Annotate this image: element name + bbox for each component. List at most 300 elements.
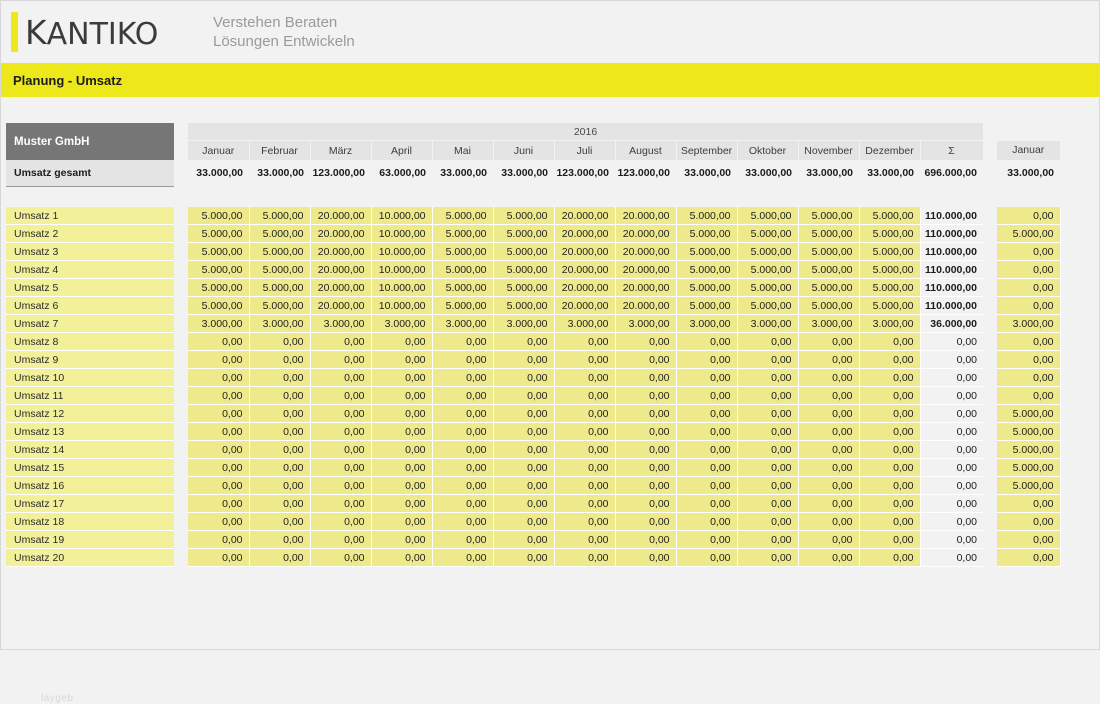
total-cell[interactable]: 123.000,00	[554, 160, 615, 187]
total-cell[interactable]: 33.000,00	[859, 160, 920, 187]
data-cell[interactable]: 5.000,00	[798, 279, 859, 297]
data-cell[interactable]: 0,00	[249, 405, 310, 423]
data-cell[interactable]: 0,00	[615, 405, 676, 423]
data-cell[interactable]: 3.000,00	[371, 315, 432, 333]
data-cell[interactable]: 0,00	[554, 405, 615, 423]
data-cell[interactable]: 0,00	[310, 333, 371, 351]
data-cell[interactable]: 0,00	[615, 531, 676, 549]
data-cell[interactable]: 0,00	[737, 405, 798, 423]
data-cell[interactable]: 5.000,00	[737, 279, 798, 297]
data-cell[interactable]: 5.000,00	[798, 243, 859, 261]
data-cell[interactable]: 5.000,00	[493, 261, 554, 279]
data-cell[interactable]: 0,00	[432, 513, 493, 531]
data-cell[interactable]: 0,00	[493, 351, 554, 369]
data-cell[interactable]: 5.000,00	[188, 207, 249, 225]
data-cell[interactable]: 0,00	[554, 531, 615, 549]
data-cell[interactable]: 5.000,00	[859, 297, 920, 315]
data-cell[interactable]: 0,00	[554, 387, 615, 405]
data-cell[interactable]: 0,00	[188, 549, 249, 567]
data-cell[interactable]: 0,00	[859, 369, 920, 387]
data-cell[interactable]: 20.000,00	[310, 207, 371, 225]
data-cell[interactable]: 0,00	[188, 333, 249, 351]
data-cell[interactable]: 0,00	[432, 495, 493, 513]
data-cell[interactable]: 0,00	[798, 333, 859, 351]
data-cell[interactable]: 5.000,00	[493, 297, 554, 315]
data-cell[interactable]: 0,00	[798, 531, 859, 549]
data-cell[interactable]: 0,00	[371, 495, 432, 513]
data-cell[interactable]: 0,00	[188, 513, 249, 531]
data-cell[interactable]: 3.000,00	[615, 315, 676, 333]
data-cell[interactable]: 5.000,00	[859, 243, 920, 261]
data-cell[interactable]: 5.000,00	[432, 279, 493, 297]
next-year-cell[interactable]: 0,00	[997, 297, 1060, 315]
next-year-cell[interactable]: 0,00	[997, 351, 1060, 369]
next-year-cell[interactable]: 5.000,00	[997, 225, 1060, 243]
data-cell[interactable]: 5.000,00	[676, 261, 737, 279]
data-cell[interactable]: 5.000,00	[676, 279, 737, 297]
row-sum-cell[interactable]: 110.000,00	[920, 261, 983, 279]
column-header-month[interactable]: November	[798, 141, 859, 161]
data-cell[interactable]: 0,00	[371, 369, 432, 387]
data-cell[interactable]: 0,00	[493, 531, 554, 549]
data-cell[interactable]: 0,00	[615, 459, 676, 477]
next-year-cell[interactable]: 0,00	[997, 495, 1060, 513]
data-cell[interactable]: 5.000,00	[676, 243, 737, 261]
data-cell[interactable]: 0,00	[188, 531, 249, 549]
data-cell[interactable]: 0,00	[737, 333, 798, 351]
row-label[interactable]: Umsatz 4	[6, 261, 174, 279]
row-sum-cell[interactable]: 0,00	[920, 405, 983, 423]
data-cell[interactable]: 0,00	[737, 459, 798, 477]
row-label[interactable]: Umsatz 3	[6, 243, 174, 261]
next-year-cell[interactable]: 5.000,00	[997, 405, 1060, 423]
data-cell[interactable]: 20.000,00	[554, 261, 615, 279]
data-cell[interactable]: 0,00	[615, 513, 676, 531]
data-cell[interactable]: 5.000,00	[493, 279, 554, 297]
row-sum-cell[interactable]: 110.000,00	[920, 225, 983, 243]
data-cell[interactable]: 0,00	[249, 333, 310, 351]
row-label[interactable]: Umsatz 10	[6, 369, 174, 387]
data-cell[interactable]: 5.000,00	[432, 297, 493, 315]
column-header-sum[interactable]: Σ	[920, 141, 983, 161]
data-cell[interactable]: 0,00	[798, 369, 859, 387]
total-cell[interactable]: 33.000,00	[493, 160, 554, 187]
data-cell[interactable]: 0,00	[371, 513, 432, 531]
data-cell[interactable]: 0,00	[859, 549, 920, 567]
data-cell[interactable]: 3.000,00	[798, 315, 859, 333]
data-cell[interactable]: 5.000,00	[432, 207, 493, 225]
data-cell[interactable]: 5.000,00	[249, 243, 310, 261]
data-cell[interactable]: 0,00	[676, 477, 737, 495]
data-cell[interactable]: 0,00	[493, 369, 554, 387]
total-next-year-cell[interactable]: 33.000,00	[997, 160, 1060, 187]
data-cell[interactable]: 0,00	[188, 495, 249, 513]
data-cell[interactable]: 0,00	[310, 513, 371, 531]
data-cell[interactable]: 5.000,00	[249, 261, 310, 279]
data-cell[interactable]: 0,00	[859, 387, 920, 405]
data-cell[interactable]: 10.000,00	[371, 225, 432, 243]
data-cell[interactable]: 0,00	[432, 441, 493, 459]
row-label[interactable]: Umsatz 7	[6, 315, 174, 333]
data-cell[interactable]: 5.000,00	[249, 207, 310, 225]
row-label[interactable]: Umsatz 20	[6, 549, 174, 567]
data-cell[interactable]: 0,00	[859, 531, 920, 549]
data-cell[interactable]: 5.000,00	[859, 261, 920, 279]
data-cell[interactable]: 0,00	[188, 423, 249, 441]
data-cell[interactable]: 10.000,00	[371, 243, 432, 261]
data-cell[interactable]: 5.000,00	[737, 243, 798, 261]
column-header-month[interactable]: Mai	[432, 141, 493, 161]
data-cell[interactable]: 0,00	[249, 549, 310, 567]
data-cell[interactable]: 0,00	[737, 495, 798, 513]
row-sum-cell[interactable]: 0,00	[920, 477, 983, 495]
data-cell[interactable]: 3.000,00	[188, 315, 249, 333]
data-cell[interactable]: 0,00	[676, 351, 737, 369]
data-cell[interactable]: 20.000,00	[310, 261, 371, 279]
data-cell[interactable]: 0,00	[188, 459, 249, 477]
data-cell[interactable]: 0,00	[188, 405, 249, 423]
row-label[interactable]: Umsatz 8	[6, 333, 174, 351]
data-cell[interactable]: 0,00	[737, 387, 798, 405]
data-cell[interactable]: 0,00	[859, 423, 920, 441]
data-cell[interactable]: 20.000,00	[554, 297, 615, 315]
data-cell[interactable]: 0,00	[615, 351, 676, 369]
data-cell[interactable]: 0,00	[249, 441, 310, 459]
data-cell[interactable]: 0,00	[554, 459, 615, 477]
data-cell[interactable]: 0,00	[493, 477, 554, 495]
data-cell[interactable]: 0,00	[493, 333, 554, 351]
total-cell[interactable]: 33.000,00	[676, 160, 737, 187]
column-header-month[interactable]: Dezember	[859, 141, 920, 161]
data-cell[interactable]: 0,00	[676, 531, 737, 549]
data-cell[interactable]: 0,00	[676, 405, 737, 423]
total-cell[interactable]: 33.000,00	[432, 160, 493, 187]
data-cell[interactable]: 0,00	[371, 423, 432, 441]
data-cell[interactable]: 0,00	[859, 441, 920, 459]
data-cell[interactable]: 0,00	[798, 459, 859, 477]
data-cell[interactable]: 5.000,00	[188, 225, 249, 243]
data-cell[interactable]: 5.000,00	[493, 243, 554, 261]
data-cell[interactable]: 0,00	[371, 459, 432, 477]
data-cell[interactable]: 10.000,00	[371, 207, 432, 225]
data-cell[interactable]: 3.000,00	[554, 315, 615, 333]
data-cell[interactable]: 20.000,00	[310, 297, 371, 315]
data-cell[interactable]: 0,00	[554, 423, 615, 441]
next-year-cell[interactable]: 0,00	[997, 243, 1060, 261]
data-cell[interactable]: 0,00	[615, 423, 676, 441]
data-cell[interactable]: 0,00	[554, 549, 615, 567]
data-cell[interactable]: 0,00	[737, 369, 798, 387]
data-cell[interactable]: 0,00	[249, 477, 310, 495]
data-cell[interactable]: 0,00	[188, 369, 249, 387]
row-label[interactable]: Umsatz 9	[6, 351, 174, 369]
data-cell[interactable]: 20.000,00	[310, 279, 371, 297]
data-cell[interactable]: 20.000,00	[554, 243, 615, 261]
data-cell[interactable]: 0,00	[310, 405, 371, 423]
row-sum-cell[interactable]: 110.000,00	[920, 297, 983, 315]
row-sum-cell[interactable]: 110.000,00	[920, 207, 983, 225]
data-cell[interactable]: 0,00	[737, 549, 798, 567]
data-cell[interactable]: 0,00	[249, 513, 310, 531]
row-label[interactable]: Umsatz 2	[6, 225, 174, 243]
row-sum-cell[interactable]: 0,00	[920, 387, 983, 405]
data-cell[interactable]: 0,00	[188, 351, 249, 369]
next-year-cell[interactable]: 0,00	[997, 333, 1060, 351]
next-year-cell[interactable]: 0,00	[997, 387, 1060, 405]
data-cell[interactable]: 0,00	[615, 387, 676, 405]
data-cell[interactable]: 10.000,00	[371, 261, 432, 279]
data-cell[interactable]: 5.000,00	[798, 225, 859, 243]
data-cell[interactable]: 0,00	[676, 441, 737, 459]
next-year-cell[interactable]: 5.000,00	[997, 459, 1060, 477]
data-cell[interactable]: 0,00	[615, 369, 676, 387]
data-cell[interactable]: 0,00	[676, 459, 737, 477]
data-cell[interactable]: 5.000,00	[737, 225, 798, 243]
next-year-cell[interactable]: 0,00	[997, 549, 1060, 567]
data-cell[interactable]: 5.000,00	[249, 297, 310, 315]
data-cell[interactable]: 20.000,00	[554, 225, 615, 243]
data-cell[interactable]: 20.000,00	[310, 225, 371, 243]
data-cell[interactable]: 0,00	[371, 441, 432, 459]
data-cell[interactable]: 0,00	[371, 333, 432, 351]
data-cell[interactable]: 0,00	[249, 351, 310, 369]
data-cell[interactable]: 20.000,00	[554, 279, 615, 297]
data-cell[interactable]: 0,00	[432, 369, 493, 387]
data-cell[interactable]: 20.000,00	[554, 207, 615, 225]
data-cell[interactable]: 5.000,00	[493, 207, 554, 225]
row-label[interactable]: Umsatz 19	[6, 531, 174, 549]
next-year-cell[interactable]: 3.000,00	[997, 315, 1060, 333]
data-cell[interactable]: 3.000,00	[737, 315, 798, 333]
data-cell[interactable]: 5.000,00	[432, 243, 493, 261]
data-cell[interactable]: 0,00	[188, 387, 249, 405]
next-year-cell[interactable]: 0,00	[997, 513, 1060, 531]
row-label[interactable]: Umsatz 16	[6, 477, 174, 495]
data-cell[interactable]: 0,00	[493, 549, 554, 567]
data-cell[interactable]: 5.000,00	[676, 207, 737, 225]
data-cell[interactable]: 5.000,00	[432, 261, 493, 279]
data-cell[interactable]: 5.000,00	[737, 261, 798, 279]
data-cell[interactable]: 3.000,00	[432, 315, 493, 333]
data-cell[interactable]: 0,00	[615, 549, 676, 567]
row-sum-cell[interactable]: 0,00	[920, 549, 983, 567]
column-header-month[interactable]: September	[676, 141, 737, 161]
data-cell[interactable]: 0,00	[249, 531, 310, 549]
column-header-month[interactable]: April	[371, 141, 432, 161]
data-cell[interactable]: 5.000,00	[798, 261, 859, 279]
data-cell[interactable]: 0,00	[310, 441, 371, 459]
data-cell[interactable]: 0,00	[737, 513, 798, 531]
data-cell[interactable]: 5.000,00	[798, 297, 859, 315]
row-label[interactable]: Umsatz 18	[6, 513, 174, 531]
data-cell[interactable]: 0,00	[676, 513, 737, 531]
data-cell[interactable]: 0,00	[371, 351, 432, 369]
data-cell[interactable]: 0,00	[798, 477, 859, 495]
data-cell[interactable]: 0,00	[798, 387, 859, 405]
data-cell[interactable]: 20.000,00	[615, 207, 676, 225]
total-cell[interactable]: 123.000,00	[615, 160, 676, 187]
next-year-cell[interactable]: 0,00	[997, 369, 1060, 387]
total-cell[interactable]: 63.000,00	[371, 160, 432, 187]
data-cell[interactable]: 20.000,00	[615, 243, 676, 261]
data-cell[interactable]: 0,00	[798, 441, 859, 459]
total-cell[interactable]: 123.000,00	[310, 160, 371, 187]
row-sum-cell[interactable]: 0,00	[920, 513, 983, 531]
data-cell[interactable]: 0,00	[615, 333, 676, 351]
data-cell[interactable]: 0,00	[493, 495, 554, 513]
data-cell[interactable]: 0,00	[249, 423, 310, 441]
column-header-month[interactable]: März	[310, 141, 371, 161]
row-sum-cell[interactable]: 0,00	[920, 459, 983, 477]
data-cell[interactable]: 5.000,00	[737, 207, 798, 225]
row-sum-cell[interactable]: 0,00	[920, 369, 983, 387]
next-year-cell[interactable]: 5.000,00	[997, 477, 1060, 495]
data-cell[interactable]: 0,00	[554, 441, 615, 459]
data-cell[interactable]: 0,00	[859, 513, 920, 531]
data-cell[interactable]: 5.000,00	[676, 225, 737, 243]
data-cell[interactable]: 5.000,00	[188, 297, 249, 315]
data-cell[interactable]: 0,00	[554, 369, 615, 387]
data-cell[interactable]: 0,00	[188, 477, 249, 495]
column-header-next-year-month[interactable]: Januar	[997, 141, 1060, 161]
row-sum-cell[interactable]: 36.000,00	[920, 315, 983, 333]
row-label[interactable]: Umsatz 13	[6, 423, 174, 441]
data-cell[interactable]: 0,00	[371, 405, 432, 423]
data-cell[interactable]: 0,00	[554, 513, 615, 531]
data-cell[interactable]: 20.000,00	[310, 243, 371, 261]
data-cell[interactable]: 5.000,00	[188, 243, 249, 261]
data-cell[interactable]: 0,00	[432, 405, 493, 423]
data-cell[interactable]: 0,00	[371, 531, 432, 549]
data-cell[interactable]: 0,00	[493, 513, 554, 531]
data-cell[interactable]: 0,00	[737, 441, 798, 459]
data-cell[interactable]: 0,00	[798, 405, 859, 423]
data-cell[interactable]: 0,00	[859, 351, 920, 369]
data-cell[interactable]: 0,00	[432, 423, 493, 441]
data-cell[interactable]: 0,00	[493, 405, 554, 423]
data-cell[interactable]: 5.000,00	[249, 225, 310, 243]
row-label[interactable]: Umsatz 17	[6, 495, 174, 513]
data-cell[interactable]: 5.000,00	[188, 261, 249, 279]
data-cell[interactable]: 0,00	[493, 441, 554, 459]
row-sum-cell[interactable]: 110.000,00	[920, 243, 983, 261]
data-cell[interactable]: 5.000,00	[676, 297, 737, 315]
row-label[interactable]: Umsatz 12	[6, 405, 174, 423]
data-cell[interactable]: 0,00	[676, 387, 737, 405]
data-cell[interactable]: 5.000,00	[737, 297, 798, 315]
data-cell[interactable]: 0,00	[737, 531, 798, 549]
row-sum-cell[interactable]: 0,00	[920, 531, 983, 549]
column-header-month[interactable]: Oktober	[737, 141, 798, 161]
data-cell[interactable]: 0,00	[432, 477, 493, 495]
data-cell[interactable]: 5.000,00	[859, 279, 920, 297]
next-year-cell[interactable]: 5.000,00	[997, 441, 1060, 459]
row-sum-cell[interactable]: 110.000,00	[920, 279, 983, 297]
data-cell[interactable]: 0,00	[371, 549, 432, 567]
data-cell[interactable]: 5.000,00	[859, 207, 920, 225]
row-sum-cell[interactable]: 0,00	[920, 351, 983, 369]
data-cell[interactable]: 0,00	[554, 477, 615, 495]
data-cell[interactable]: 0,00	[859, 477, 920, 495]
data-cell[interactable]: 3.000,00	[493, 315, 554, 333]
row-sum-cell[interactable]: 0,00	[920, 423, 983, 441]
data-cell[interactable]: 20.000,00	[615, 225, 676, 243]
data-cell[interactable]: 0,00	[798, 423, 859, 441]
data-cell[interactable]: 20.000,00	[615, 279, 676, 297]
data-cell[interactable]: 5.000,00	[859, 225, 920, 243]
data-cell[interactable]: 5.000,00	[493, 225, 554, 243]
data-cell[interactable]: 0,00	[432, 549, 493, 567]
data-cell[interactable]: 0,00	[493, 387, 554, 405]
data-cell[interactable]: 0,00	[859, 495, 920, 513]
data-cell[interactable]: 10.000,00	[371, 279, 432, 297]
data-cell[interactable]: 0,00	[310, 351, 371, 369]
data-cell[interactable]: 0,00	[493, 423, 554, 441]
data-cell[interactable]: 0,00	[554, 333, 615, 351]
column-header-month[interactable]: Februar	[249, 141, 310, 161]
row-label[interactable]: Umsatz 5	[6, 279, 174, 297]
row-sum-cell[interactable]: 0,00	[920, 495, 983, 513]
data-cell[interactable]: 0,00	[859, 333, 920, 351]
next-year-cell[interactable]: 0,00	[997, 261, 1060, 279]
data-cell[interactable]: 0,00	[432, 351, 493, 369]
data-cell[interactable]: 0,00	[249, 495, 310, 513]
data-cell[interactable]: 20.000,00	[615, 261, 676, 279]
data-cell[interactable]: 0,00	[676, 423, 737, 441]
data-cell[interactable]: 0,00	[737, 477, 798, 495]
data-cell[interactable]: 0,00	[432, 333, 493, 351]
data-cell[interactable]: 0,00	[432, 387, 493, 405]
data-cell[interactable]: 0,00	[554, 495, 615, 513]
row-label[interactable]: Umsatz 14	[6, 441, 174, 459]
total-cell[interactable]: 33.000,00	[798, 160, 859, 187]
data-cell[interactable]: 0,00	[676, 549, 737, 567]
data-cell[interactable]: 0,00	[310, 477, 371, 495]
data-cell[interactable]: 5.000,00	[249, 279, 310, 297]
total-sum-cell[interactable]: 696.000,00	[920, 160, 983, 187]
total-cell[interactable]: 33.000,00	[249, 160, 310, 187]
data-cell[interactable]: 3.000,00	[676, 315, 737, 333]
data-cell[interactable]: 0,00	[859, 459, 920, 477]
next-year-cell[interactable]: 0,00	[997, 531, 1060, 549]
data-cell[interactable]: 0,00	[676, 369, 737, 387]
data-cell[interactable]: 0,00	[859, 405, 920, 423]
data-cell[interactable]: 0,00	[310, 423, 371, 441]
data-cell[interactable]: 0,00	[432, 459, 493, 477]
column-header-month[interactable]: August	[615, 141, 676, 161]
data-cell[interactable]: 0,00	[798, 495, 859, 513]
data-cell[interactable]: 0,00	[188, 441, 249, 459]
data-cell[interactable]: 0,00	[310, 549, 371, 567]
row-sum-cell[interactable]: 0,00	[920, 333, 983, 351]
data-cell[interactable]: 0,00	[615, 477, 676, 495]
data-cell[interactable]: 3.000,00	[249, 315, 310, 333]
data-cell[interactable]: 0,00	[615, 495, 676, 513]
data-cell[interactable]: 3.000,00	[859, 315, 920, 333]
data-cell[interactable]: 0,00	[310, 459, 371, 477]
data-cell[interactable]: 0,00	[249, 387, 310, 405]
data-cell[interactable]: 0,00	[432, 531, 493, 549]
data-cell[interactable]: 5.000,00	[798, 207, 859, 225]
data-cell[interactable]: 20.000,00	[615, 297, 676, 315]
next-year-cell[interactable]: 0,00	[997, 207, 1060, 225]
row-label[interactable]: Umsatz 6	[6, 297, 174, 315]
row-label[interactable]: Umsatz 1	[6, 207, 174, 225]
data-cell[interactable]: 0,00	[371, 387, 432, 405]
data-cell[interactable]: 0,00	[310, 495, 371, 513]
data-cell[interactable]: 0,00	[615, 441, 676, 459]
total-cell[interactable]: 33.000,00	[737, 160, 798, 187]
